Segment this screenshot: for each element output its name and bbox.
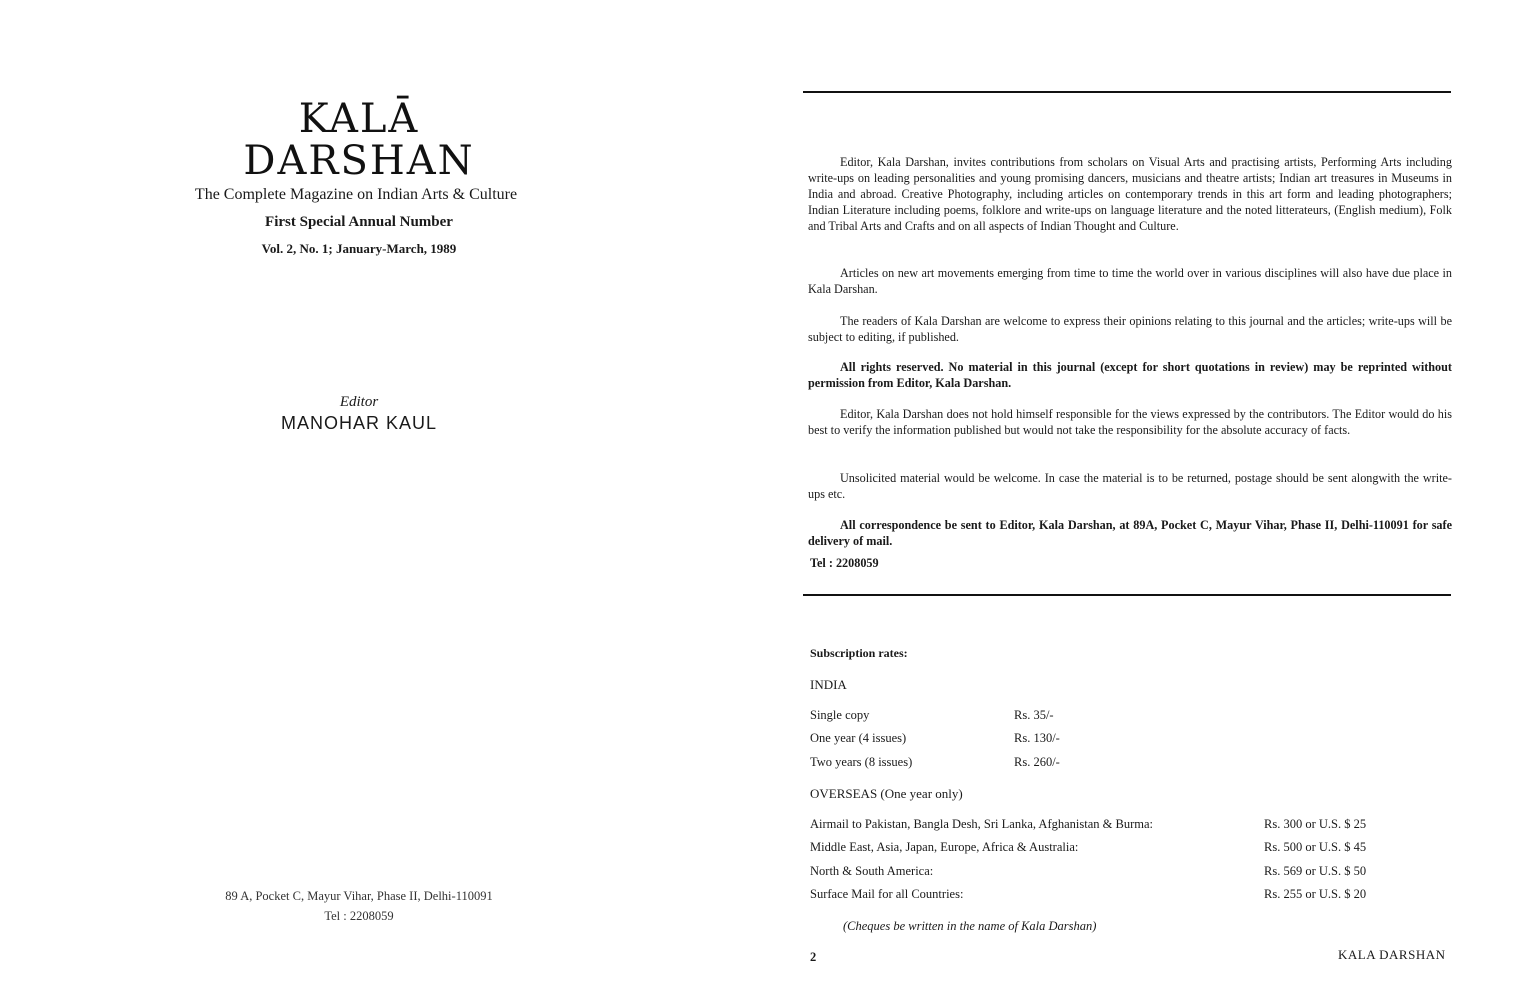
rate-label: Single copy [810,708,870,722]
overseas-heading: OVERSEAS (One year only) [810,786,963,801]
paragraph-contributions [808,154,1452,234]
middle-rule [803,594,1451,596]
paragraph-text: Editor, Kala Darshan does not hold himself responsible for the views expressed by the contributors. The Editor would do his best to verify the information published but would not take the responsibility for the absolute accuracy of facts. [808,407,1452,437]
paragraph-text: Editor, Kala Darshan, invites contributions from scholars on Visual Arts and practising artists, Performing Arts including write-ups on leading personalities and young promising dancers, musicians and theatre artists; Indian art treasures in Museums in India and abroad. Creative Photography, including articles on contemporary trends in this art form and leading photographers; Indian Literature including poems, folklore and write-ups on language literature and the noted litterateurs, (English medium), Folk and Tribal Arts and Crafts and on all aspects of Indian Thought and Culture. [808,155,1452,233]
tagline: The Complete Magazine on Indian Arts & Culture [194,186,518,203]
top-rule [803,91,1451,93]
publisher-telephone: Tel : 2208059 [324,909,394,923]
masthead-line-1: KALĀ [298,96,420,142]
rate-row [810,708,1410,726]
publisher-address: 89 A, Pocket C, Mayur Vihar, Phase II, Delhi-110091 [225,889,493,903]
paragraph-text: All correspondence be sent to Editor, Kala Darshan, at 89A, Pocket C, Mayur Vihar, Phase II, Delhi-110091 for safe delivery of mail. [808,518,1452,548]
paragraph-correspondence [808,517,1452,549]
rate-label: Two years (8 issues) [810,755,913,769]
paragraph-disclaimer [808,406,1452,438]
footer-title: KALA DARSHAN [1338,947,1446,962]
masthead [180,98,538,182]
rate-row [810,731,1410,749]
paragraph-unsolicited [808,470,1452,502]
paragraph-new-movements [808,265,1452,297]
rate-label: North & South America: [810,864,934,878]
cheques-note: (Cheques be written in the name of Kala Darshan) [843,919,1097,933]
rate-row [810,755,1410,773]
special-number: First Special Annual Number [265,214,453,230]
rate-label: One year (4 issues) [810,731,907,745]
paragraph-text: The readers of Kala Darshan are welcome to express their opinions relating to this journal and the articles; write-ups will be subject to editing, if published. [808,314,1452,344]
rate-label: Middle East, Asia, Japan, Europe, Africa & Australia: [810,840,1079,854]
correspondence-telephone: Tel : 2208059 [810,556,879,570]
rate-row [810,864,1410,882]
rate-price: Rs. 35/- [1014,708,1054,722]
subscription-heading: Subscription rates: [810,646,908,660]
paragraph-text: Unsolicited material would be welcome. In case the material is to be returned, postage should be sent alongwith the write-ups etc. [808,471,1452,501]
rate-row [810,887,1410,905]
paragraph-text: All rights reserved. No material in this journal (except for short quotations in review) may be reprinted without permission from Editor, Kala Darshan. [808,360,1452,390]
volume-info: Vol. 2, No. 1; January-March, 1989 [261,241,457,256]
rate-price: Rs. 260/- [1014,755,1060,769]
rate-price: Rs. 569 or U.S. $ 50 [1264,864,1367,878]
editor-role: Editor [339,394,379,410]
rate-label: Airmail to Pakistan, Bangla Desh, Sri Lanka, Afghanistan & Burma: [810,817,1153,831]
rate-row [810,840,1410,858]
paragraph-readers [808,313,1452,345]
paragraph-text: Articles on new art movements emerging from time to time the world over in various disciplines will also have due place in Kala Darshan. [808,266,1452,296]
rate-price: Rs. 300 or U.S. $ 25 [1264,817,1367,831]
paragraph-rights [808,359,1452,391]
masthead-line-2: DARSHAN [243,138,475,184]
rate-label: Surface Mail for all Countries: [810,887,964,901]
rate-price: Rs. 130/- [1014,731,1060,745]
india-heading: INDIA [810,677,847,692]
rate-price: Rs. 255 or U.S. $ 20 [1264,887,1367,901]
rate-price: Rs. 500 or U.S. $ 45 [1264,840,1367,854]
editor-name: MANOHAR KAUL [280,413,438,433]
rate-row [810,817,1410,835]
page-number: 2 [810,950,817,964]
